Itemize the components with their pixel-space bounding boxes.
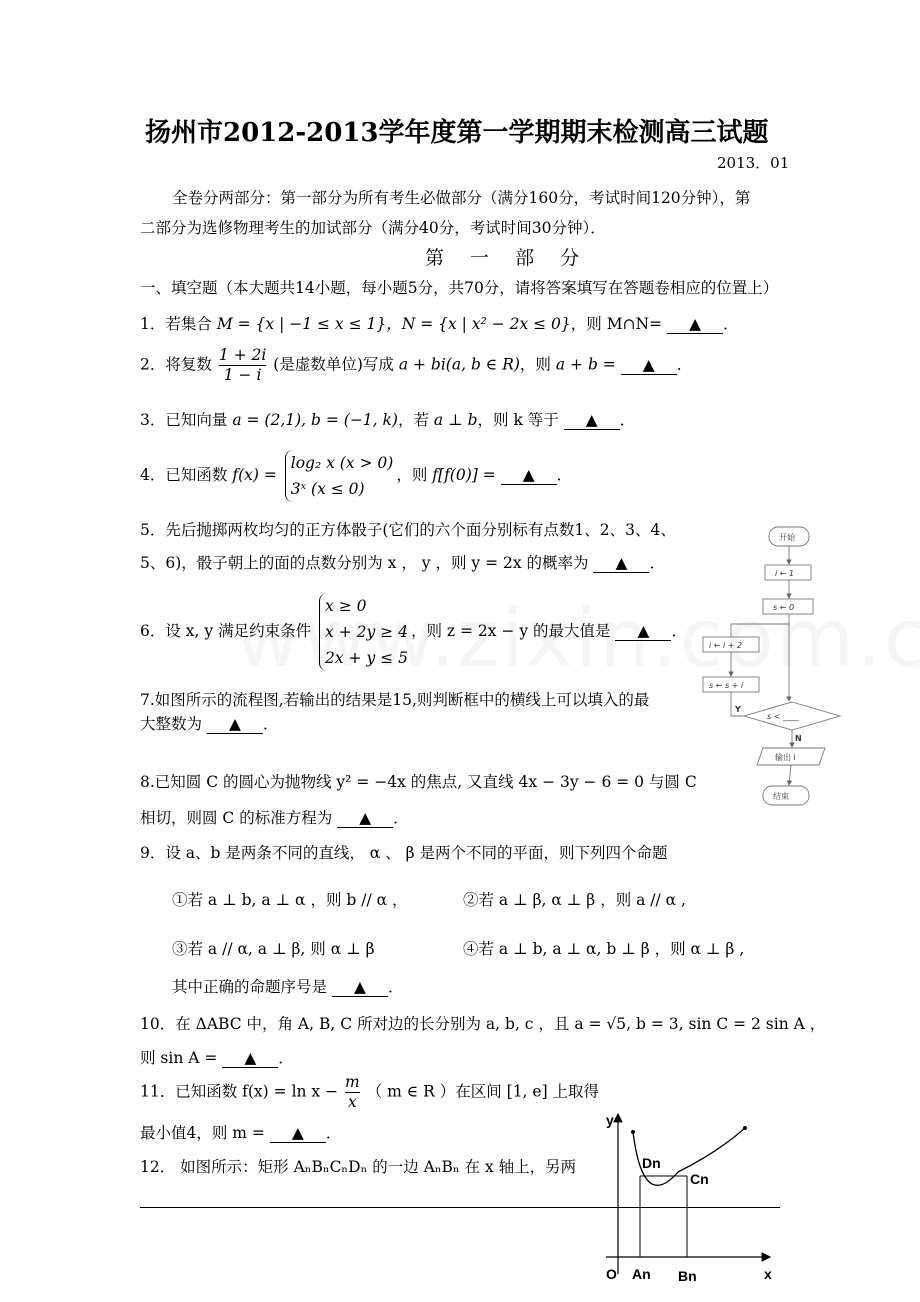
q4-case-2: 3ˣ (x ≤ 0): [290, 480, 365, 498]
q5-line-2: 5、6)，骰子朝上的面的点数分别为 x ， y ，则 y = 2x 的概率为: [140, 554, 589, 572]
q3-mid-text: ，若: [397, 411, 429, 429]
q7-line-2: 大整数为: [140, 715, 203, 733]
q1-text: 若集合: [165, 315, 212, 333]
intro-line-1: 全卷分两部分：第一部分为所有考生必做部分（满分160分，考试时间120分钟），第: [172, 189, 751, 207]
flow-start-label: 开始: [779, 533, 795, 542]
question-1: 1．若集合 M = {x | −1 ≤ x ≤ 1}，N = {x | x² − 2x ≤ 0}，则 M∩N= ▲ ．: [140, 315, 739, 333]
flow-inc-i-label: i ← i + 2: [709, 641, 743, 650]
q9-option-2: ②若 a ⊥ β, α ⊥ β ，则 a // α ,: [463, 891, 686, 909]
q10-line-1: 10．在 ΔABC 中，角 A, B, C 所对边的长分别为 a, b, c ，且 a = √5, b = 3, sin C = 2 sin A ，: [140, 1015, 826, 1033]
question-2: 2．将复数 $\frac{1 + 2i}{1 - i}$ (是虚数单位)写成 a + bi(a, b ∈ R)，则 a + b = ▲ ．: [140, 346, 693, 384]
q1-text-end: ，则 M∩N=: [570, 315, 663, 333]
q4-function: f(x) =: [232, 466, 277, 484]
q11-text: 11．已知函数 f(x) = ln x −: [140, 1082, 339, 1101]
question-11: 最小值4，则 m = ▲ ．: [140, 1124, 342, 1142]
q9-line-end: 其中正确的命题序号是: [172, 978, 328, 996]
curve-end-point: [743, 1126, 747, 1130]
q6-text-end: ，则 z = 2x − y 的最大值是: [410, 622, 611, 640]
q4-case-1: log₂ x (x > 0): [290, 454, 394, 472]
q4-ask: f[f(0)] =: [432, 466, 496, 484]
answer-blank: ▲: [332, 978, 388, 997]
page-title: 扬州市2012-2013学年度第一学期期末检测高三试题: [145, 118, 769, 148]
question-9: 其中正确的命题序号是 ▲ ．: [172, 978, 404, 996]
answer-blank: ▲: [337, 809, 393, 828]
flow-yes-label: Y: [735, 705, 741, 714]
point-dn-label: Dn: [642, 1155, 661, 1171]
q8-line-2: 相切，则圆 C 的标准方程为: [140, 809, 333, 827]
answer-blank: ▲: [564, 411, 620, 430]
q6-constraint-3: 2x + y ≤ 5: [325, 649, 408, 667]
answer-blank: ▲: [667, 315, 723, 334]
q11-text-end: （ m ∈ R ）在区间 [1, e] 上取得: [366, 1082, 600, 1101]
curve-start-point: [631, 1130, 635, 1134]
flow-no-label: N: [795, 734, 802, 743]
q11-numerator: m: [345, 1073, 360, 1091]
q2-number: 2．: [140, 355, 166, 374]
q4-piecewise: [285, 450, 394, 502]
x-axis-label: x: [764, 1266, 772, 1282]
q3-text: 已知向量: [165, 411, 228, 429]
q11-denominator: x: [348, 1093, 357, 1111]
q2-numerator: 1 + 2i: [218, 346, 267, 364]
q4-number: 4．: [140, 466, 166, 484]
q11-line-1: [140, 1073, 599, 1112]
flow-output-label: 输出 i: [775, 753, 796, 762]
question-6: 6．设 x, y 满足约束条件 x ≥ 0 x + 2y ≥ 4 2x + y ≤ 5 ，则 z = 2x − y 的最大值是 ▲ ．: [140, 593, 687, 671]
question-4: 4．已知函数 f(x) = log₂ x (x > 0) 3ˣ (x ≤ 0) ，则 f[f(0)] = ▲ ．: [140, 450, 572, 502]
q5-line-1: 5．先后抛掷两枚均匀的正方体骰子(它们的六个面分别标有点数1、2、3、4、: [140, 521, 676, 539]
q2-formula: a + bi(a, b ∈ R): [398, 355, 520, 374]
q3-number: 3．: [140, 411, 166, 429]
point-an-label: An: [632, 1266, 651, 1282]
answer-blank: ▲: [501, 466, 557, 485]
question-5: 5、6)，骰子朝上的面的点数分别为 x ， y ，则 y = 2x 的概率为 ▲ ．: [140, 554, 665, 572]
flow-init-s-label: s ← 0: [773, 603, 795, 612]
q12-line-1: 12． 如图所示：矩形 AₙBₙCₙDₙ 的一边 AₙBₙ 在 x 轴上，另两: [140, 1158, 577, 1176]
answer-blank: ▲: [593, 554, 649, 573]
q2-fraction: [219, 346, 267, 385]
section-title: 一、填空题（本大题共14小题，每小题5分，共70分，请将答案填写在答题卷相应的位置上）: [140, 279, 779, 297]
q3-condition: a ⊥ b: [433, 411, 478, 429]
answer-blank: ▲: [207, 715, 263, 734]
q2-denominator: 1 − i: [223, 366, 262, 384]
q2-mid-text: (是虚数单位)写成: [273, 355, 394, 374]
flow-init-i-label: i ← 1: [775, 569, 795, 578]
rectangle-AnBnCnDn: [640, 1176, 687, 1257]
point-cn-label: Cn: [690, 1171, 709, 1187]
question-3: 3．已知向量 a = (2,1), b = (−1, k)，若 a ⊥ b，则 k 等于 ▲ ．: [140, 411, 636, 429]
question-8: 相切，则圆 C 的标准方程为 ▲ ．: [140, 809, 409, 827]
q7-line-1: 7.如图所示的流程图,若输出的结果是15,则判断框中的横线上可以填入的最: [140, 691, 650, 709]
flow-end-label: 结束: [773, 792, 789, 801]
part-title: 第 一 部 分: [425, 247, 590, 269]
q10-line-2: 则 sin A =: [140, 1049, 218, 1067]
answer-blank: ▲: [615, 622, 671, 641]
q6-constraints: [319, 593, 408, 671]
answer-blank: ▲: [621, 356, 677, 375]
q9-option-3: ③若 a // α, a ⊥ β, 则 α ⊥ β: [172, 940, 375, 958]
point-bn-label: Bn: [678, 1268, 697, 1284]
origin-label: O: [606, 1266, 617, 1282]
q4-text-end: ，则: [396, 466, 428, 484]
flowchart: [695, 520, 845, 810]
answer-blank: ▲: [270, 1124, 326, 1143]
q6-text: 设 x, y 满足约束条件: [165, 622, 312, 640]
q8-line-1: 8.已知圆 C 的圆心为抛物线 y² = −4x 的焦点, 又直线 4x − 3y − 6 = 0 与圆 C: [140, 773, 697, 791]
q3-text-end: ，则 k 等于: [477, 411, 559, 429]
q11-fraction: [345, 1073, 360, 1112]
q9-option-4: ④若 a ⊥ b, a ⊥ α, b ⊥ β ，则 α ⊥ β ,: [463, 940, 745, 958]
q9-line-1: 9．设 a、b 是两条不同的直线， α 、 β 是两个不同的平面，则下列四个命题: [140, 844, 668, 862]
q3-formula: a = (2,1), b = (−1, k): [232, 411, 398, 429]
intro-line-2: 二部分为选修物理考生的加试部分（满分40分，考试时间30分钟）．: [140, 219, 606, 237]
question-10: 则 sin A = ▲ ．: [140, 1049, 294, 1067]
flow-decision-label: s < ____: [767, 712, 799, 721]
q12-graph: [598, 1100, 788, 1290]
exam-date: 2013．01: [717, 154, 790, 172]
q6-constraint-2: x + 2y ≥ 4: [325, 623, 408, 641]
q1-number: 1．: [140, 315, 166, 333]
q1-formula: M = {x | −1 ≤ x ≤ 1}，N = {x | x² − 2x ≤ 0}: [216, 315, 571, 333]
q2-text: 将复数: [165, 355, 212, 374]
q2-ask: a + b =: [555, 355, 616, 374]
y-axis-label: y: [606, 1112, 614, 1128]
q4-text: 已知函数: [165, 466, 228, 484]
q6-number: 6．: [140, 622, 166, 640]
q6-constraint-1: x ≥ 0: [325, 597, 367, 615]
flow-acc-s-label: s ← s + i: [709, 681, 744, 690]
q9-option-1: ①若 a ⊥ b, a ⊥ α ，则 b // α ，: [172, 891, 408, 909]
q11-line-2: 最小值4，则 m =: [140, 1124, 265, 1142]
q2-text-end: ，则: [519, 355, 551, 374]
answer-blank: ▲: [222, 1049, 278, 1068]
question-7: 大整数为 ▲ ．: [140, 715, 279, 733]
